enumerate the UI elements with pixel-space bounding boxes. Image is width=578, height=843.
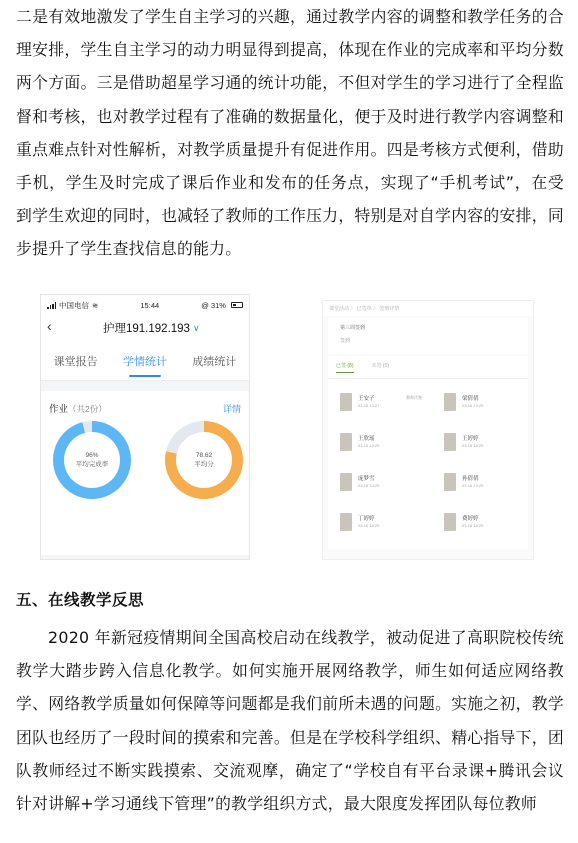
tab-grade-stats[interactable]: 成绩统计 bbox=[192, 355, 237, 368]
carrier-label: 中国电信 bbox=[59, 300, 89, 310]
phone-tabs bbox=[41, 341, 249, 381]
student-list bbox=[328, 379, 528, 549]
avatar bbox=[444, 473, 456, 491]
tab-learning-stats[interactable]: 学情统计 bbox=[121, 345, 169, 377]
paragraph-top: 二是有效地激发了学生自主学习的兴趣，通过教学内容的调整和教学任务的合理安排，学生自主学习的动力明显得到提高，体现在作业的完成率和平均分数两个方面。三是借助超星学习通的统计功能，不但对学生的学习进行了全程监督和考核，也对教学过程有了准确的数据量化，便于及时进行教学内容调整和重点难点针对性解析，对教学质量提升有促进作用。四是考核方式便利，借助手机，学生及时完成了课后作业和发布的任务点，实现了“手机考试”，在受到学生欢迎的同时，也减轻了教师的工作压力，特别是对自学内容的安排，同步提升了学生查找信息的能力。 bbox=[16, 7, 564, 259]
list-item: 王欣瑶 03-16 14:29 bbox=[336, 425, 426, 459]
avatar bbox=[340, 513, 352, 531]
status-time: 15:44 bbox=[140, 300, 160, 310]
list-item: 王婷婷 03-16 14:29 bbox=[440, 425, 530, 459]
list-item: 梁倩倩 03-16 14:29 bbox=[440, 385, 530, 419]
average-score-value: 78.62 bbox=[195, 452, 213, 459]
signin-tabs bbox=[328, 356, 528, 379]
avatar bbox=[340, 473, 352, 491]
wifi-icon: ≋ bbox=[92, 300, 99, 310]
back-chevron-icon[interactable]: ‹ bbox=[47, 318, 52, 334]
signin-list-screenshot bbox=[322, 300, 534, 560]
detail-link[interactable]: 详情 bbox=[222, 403, 241, 414]
task-title: 第三周签到 bbox=[340, 325, 366, 331]
completion-rate-label: 平均完成率 bbox=[75, 461, 109, 468]
class-title: 护理191.192.193 bbox=[103, 323, 190, 335]
card-title: 作业 bbox=[49, 404, 69, 415]
battery-label: @ 31% bbox=[201, 300, 226, 310]
list-item: 王安子 03-16 14:27 教师代签 bbox=[336, 385, 426, 419]
tab-class-report[interactable]: 课堂报告 bbox=[53, 355, 98, 368]
average-score-ring bbox=[165, 421, 243, 499]
signal-icon bbox=[47, 302, 56, 309]
tab-unsigned[interactable]: 未签 (0) bbox=[371, 363, 390, 369]
task-card bbox=[328, 318, 528, 354]
avatar bbox=[444, 513, 456, 531]
phone-status-bar bbox=[41, 295, 249, 315]
avatar bbox=[444, 433, 456, 451]
avatar bbox=[444, 393, 456, 411]
list-item: 丁婷婷 03-16 14:29 bbox=[336, 505, 426, 539]
section-heading: 五、在线教学反思 bbox=[16, 591, 145, 609]
avatar bbox=[340, 433, 352, 451]
homework-card bbox=[41, 391, 249, 555]
phone-screenshot bbox=[40, 294, 250, 560]
chevron-down-icon: ∨ bbox=[192, 322, 200, 333]
average-score-label: 平均分 bbox=[194, 461, 214, 468]
avatar bbox=[340, 393, 352, 411]
list-item: 费婷婷 03-16 14:29 bbox=[440, 505, 530, 539]
breadcrumb: 课堂活动 〉 已签单 〉 签到详情 bbox=[323, 301, 533, 316]
phone-header bbox=[41, 315, 249, 341]
proxy-sign-flag: 教师代签 bbox=[406, 395, 422, 400]
task-status: 签到 bbox=[340, 338, 351, 344]
tab-signed[interactable]: 已签 (8) bbox=[336, 362, 354, 373]
completion-rate-value: 96% bbox=[85, 452, 99, 459]
battery-icon bbox=[231, 302, 243, 308]
completion-rate-ring bbox=[53, 421, 131, 499]
paragraph-bottom: 2020 年新冠疫情期间全国高校启动在线教学，被动促进了高职院校传统教学大踏步跨入信息化教学。如何实施开展网络教学，师生如何适应网络教学、网络教学质量如何保障等问题都是我们前所未遇的问题。实施之初，教学团队也经历了一段时间的摸索和完善。但是在学校科学组织、精心指导下，团队教师经过不断实践摸索、交流观摩，确定了“学校自有平台录课+腾讯会议针对讲解+学习通线下管理”的教学组织方式，最大限度发挥团队每位教师 bbox=[16, 628, 564, 814]
list-item: 庞梦雪 03-16 14:29 bbox=[336, 465, 426, 499]
card-count: （共2份） bbox=[68, 404, 107, 414]
class-selector[interactable] bbox=[103, 320, 200, 336]
list-item: 孙倩倩 03-16 14:29 bbox=[440, 465, 530, 499]
